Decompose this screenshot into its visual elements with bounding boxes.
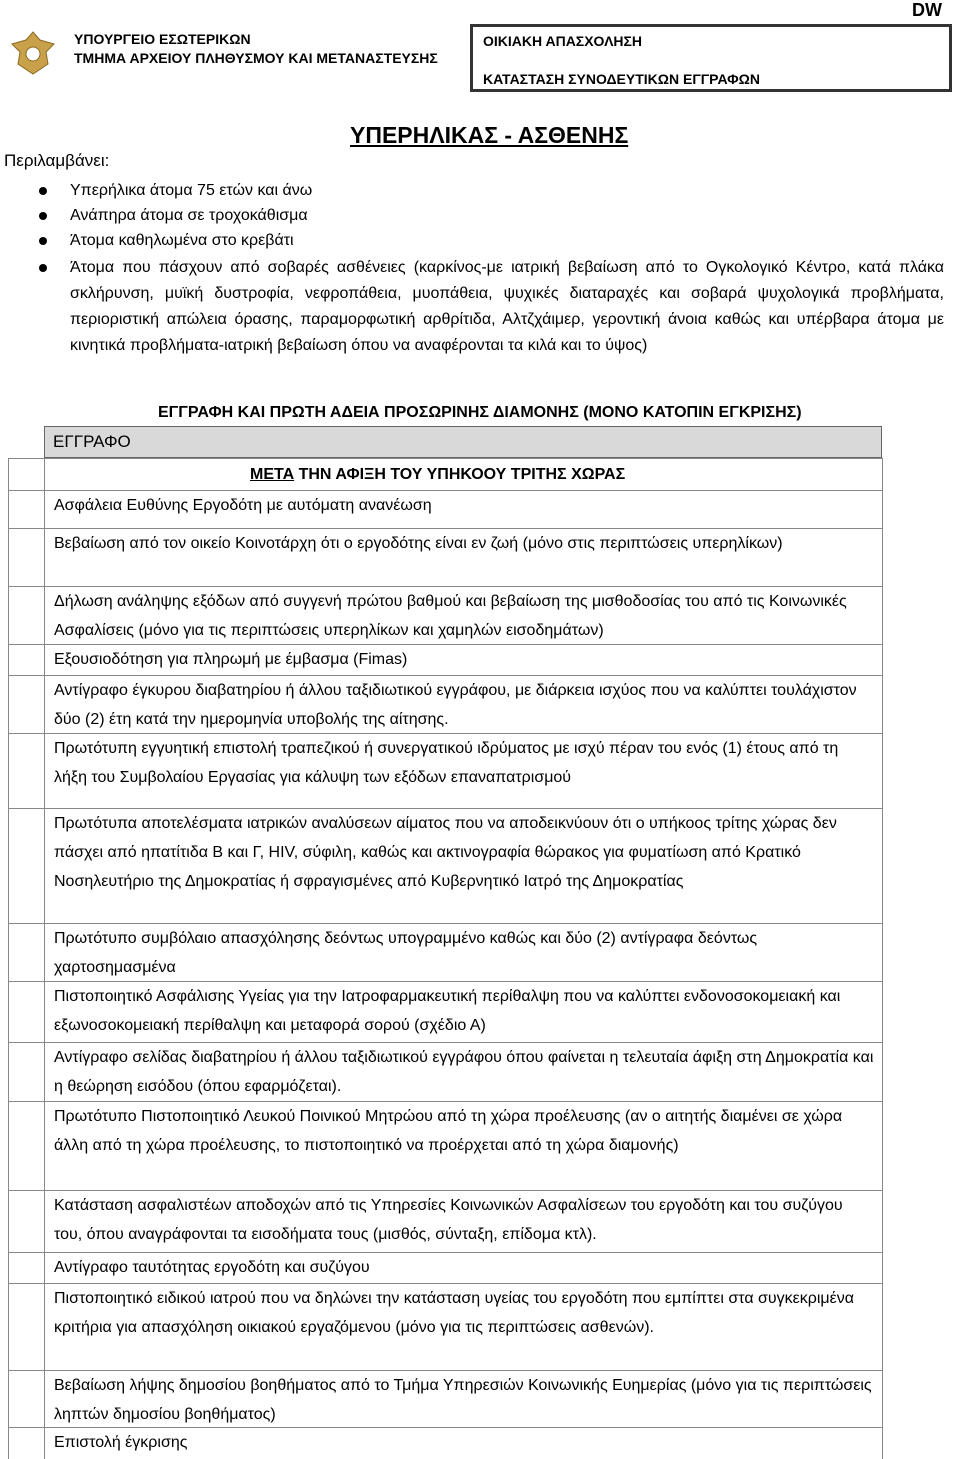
table-row: Πιστοποιητικό Ασφάλισης Υγείας για την Ιατροφαρμακευτική περίθαλψη που να καλύπτει ενδονοσοκομειακή και εξωνοσοκομειακή περίθαλψη και μεταφορά σορού (σχέδιο Α) — [54, 988, 841, 1034]
document-column-header: ΕΓΓΡΑΦΟ — [44, 426, 882, 458]
table-row: Αντίγραφο σελίδας διαβατηρίου ή άλλου ταξιδιωτικού εγγράφου όπου φαίνεται η τελευταία άφιξη στη Δημοκρατία και η θεώρηση εισόδου (όπου εφαρμόζεται). — [54, 1049, 874, 1095]
table-row: Πρωτότυπη εγγυητική επιστολή τραπεζικού ή συνεργατικού ιδρύματος με ισχύ πέραν του ενός (1) έτους από τη λήξη του Συμβολαίου Εργασίας για κάλυψη των εξόδων επαναπατρισμού — [54, 740, 839, 786]
table-border — [882, 458, 883, 1459]
table-row: Δήλωση ανάληψης εξόδων από συγγενή πρώτου βαθμού και βεβαίωση της μισθοδοσίας του από τις Κοινωνικές Ασφαλίσεις (μόνο για τις περιπτώσεις υπερηλίκων και χαμηλών εισοδημάτων) — [54, 593, 847, 639]
sub-title — [250, 466, 625, 484]
table-row: Πρωτότυπα αποτελέσματα ιατρικών αναλύσεων αίματος που να αποδεικνύουν ότι ο υπήκοος τρίτης χώρας δεν πάσχει από ηπατίτιδα Β και Γ, HIV, σύφιλη, καθώς και ακτινογραφία θώρακος για φυματίωση από Κρατικό Νοσηλευτήριο της Δημοκρατίας ή σφραγισμένες από Κυβερνητικό Ιατρό της Δημοκρατίας — [54, 815, 837, 890]
table-row: Πρωτότυπο συμβόλαιο απασχόλησης δεόντως υπογραμμένο καθώς και δύο (2) αντίγραφα δεόντως χαρτοσημασμένα — [54, 930, 758, 976]
corner-code: DW — [912, 0, 942, 20]
category-title: ΟΙΚΙΑΚΗ ΑΠΑΣΧΟΛΗΣΗ — [483, 33, 643, 49]
list-item: Άτομα καθηλωμένα στο κρεβάτι — [70, 228, 944, 254]
table-border — [44, 458, 45, 1459]
ministry-line1: ΥΠΟΥΡΓΕΙΟ ΕΣΩΤΕΡΙΚΩΝ — [74, 31, 251, 47]
list-item: Υπερήλικα άτομα 75 ετών και άνω — [70, 178, 944, 204]
coat-of-arms-icon — [4, 24, 62, 82]
table-border — [8, 458, 883, 459]
includes-label: Περιλαμβάνει: — [4, 151, 110, 170]
table-row: Ασφάλεια Ευθύνης Εργοδότη με αυτόματη ανανέωση — [54, 497, 432, 514]
page-title: ΥΠΕΡΗΛΙΚΑΣ - ΑΣΘΕΝΗΣ — [350, 122, 629, 148]
table-row: Βεβαίωση από τον οικείο Κοινοτάρχη ότι ο εργοδότης είναι εν ζωή (μόνο στις περιπτώσεις υπερηλίκων) — [54, 535, 783, 552]
table-row: Επιστολή έγκρισης — [54, 1434, 188, 1451]
table-row: Πιστοποιητικό ειδικού ιατρού που να δηλώνει την κατάσταση υγείας του εργοδότη που εμπίπτει στα συγκεκριμένα κριτήρια για απασχόληση οικιακού εργαζόμενου (μόνο για τις περιπτώσεις ασθενών). — [54, 1290, 855, 1336]
table-row: Αντίγραφο έγκυρου διαβατηρίου ή άλλου ταξιδιωτικού εγγράφου, με διάρκεια ισχύος που να καλύπτει τουλάχιστον δύο (2) έτη κατά την ημερομηνία υποβολής της αίτησης. — [54, 682, 857, 728]
table-row: Κατάσταση ασφαλιστέων αποδοχών από τις Υπηρεσίες Κοινωνικών Ασφαλίσεων του εργοδότη και του συζύγου του, όπου αναγράφονται τα εισοδήματα τους (μισθός, σύνταξη, επίδομα κτλ). — [54, 1197, 843, 1243]
ministry-header — [74, 30, 438, 68]
sub-title-underlined: ΜΕΤΑ — [250, 466, 295, 483]
list-item: Ανάπηρα άτομα σε τροχοκάθισμα — [70, 203, 944, 229]
table-row: Αντίγραφο ταυτότητας εργοδότη και συζύγου — [54, 1259, 370, 1276]
ministry-line2: ΤΜΗΜΑ ΑΡΧΕΙΟΥ ΠΛΗΘΥΣΜΟΥ ΚΑΙ ΜΕΤΑΝΑΣΤΕΥΣΗΣ — [74, 50, 438, 66]
list-item: Άτομα που πάσχουν από σοβαρές ασθένειες (καρκίνος-με ιατρική βεβαίωση από το Ογκολογικό Κέντρο, κατά πλάκα σκλήρυνση, μυϊκή δυστροφία, νεφροπάθεια, μυοπάθεια, ψυχικές διαταραχές και σοβαρά ψυχολογικά προβλήματα, περιοριστική απώλεια όρασης, παραμορφωτική αρθρίτιδα, Αλτζχάιμερ, γεροντική άνοια καθώς και υπέρβαρα άτομα με κινητικά προβλήματα-ιατρική βεβαίωση όπου να αναφέρονται τα κιλά και το ύψος) — [70, 255, 944, 359]
section-title: ΕΓΓΡΑΦΗ ΚΑΙ ΠΡΩΤΗ ΑΔΕΙΑ ΠΡΟΣΩΡΙΝΗΣ ΔΙΑΜΟΝΗΣ (ΜΟΝΟ ΚΑΤΟΠΙΝ ΕΓΚΡΙΣΗΣ) — [158, 404, 802, 421]
category-subtitle: ΚΑΤΑΣΤΑΣΗ ΣΥΝΟΔΕΥΤΙΚΩΝ ΕΓΓΡΑΦΩΝ — [483, 71, 761, 87]
table-row: Βεβαίωση λήψης δημοσίου βοηθήματος από το Τμήμα Υπηρεσιών Κοινωνικής Ευημερίας (μόνο για τις περιπτώσεις ληπτών δημοσίου βοηθήματος) — [54, 1377, 872, 1423]
table-border — [8, 458, 9, 1459]
sub-title-rest: ΤΗΝ ΑΦΙΞΗ ΤΟΥ ΥΠΗΚΟΟΥ ΤΡΙΤΗΣ ΧΩΡΑΣ — [294, 466, 626, 483]
table-row: Πρωτότυπο Πιστοποιητικό Λευκού Ποινικού Μητρώου από τη χώρα προέλευσης (αν ο αιτητής διαμένει σε χώρα άλλη από τη χώρα προέλευσης, το πιστοποιητικό να προέρχεται από τη χώρα διαμονής) — [54, 1108, 843, 1154]
table-row: Εξουσιοδότηση για πληρωμή με έμβασμα (Fimas) — [54, 651, 408, 668]
category-box — [470, 24, 952, 92]
